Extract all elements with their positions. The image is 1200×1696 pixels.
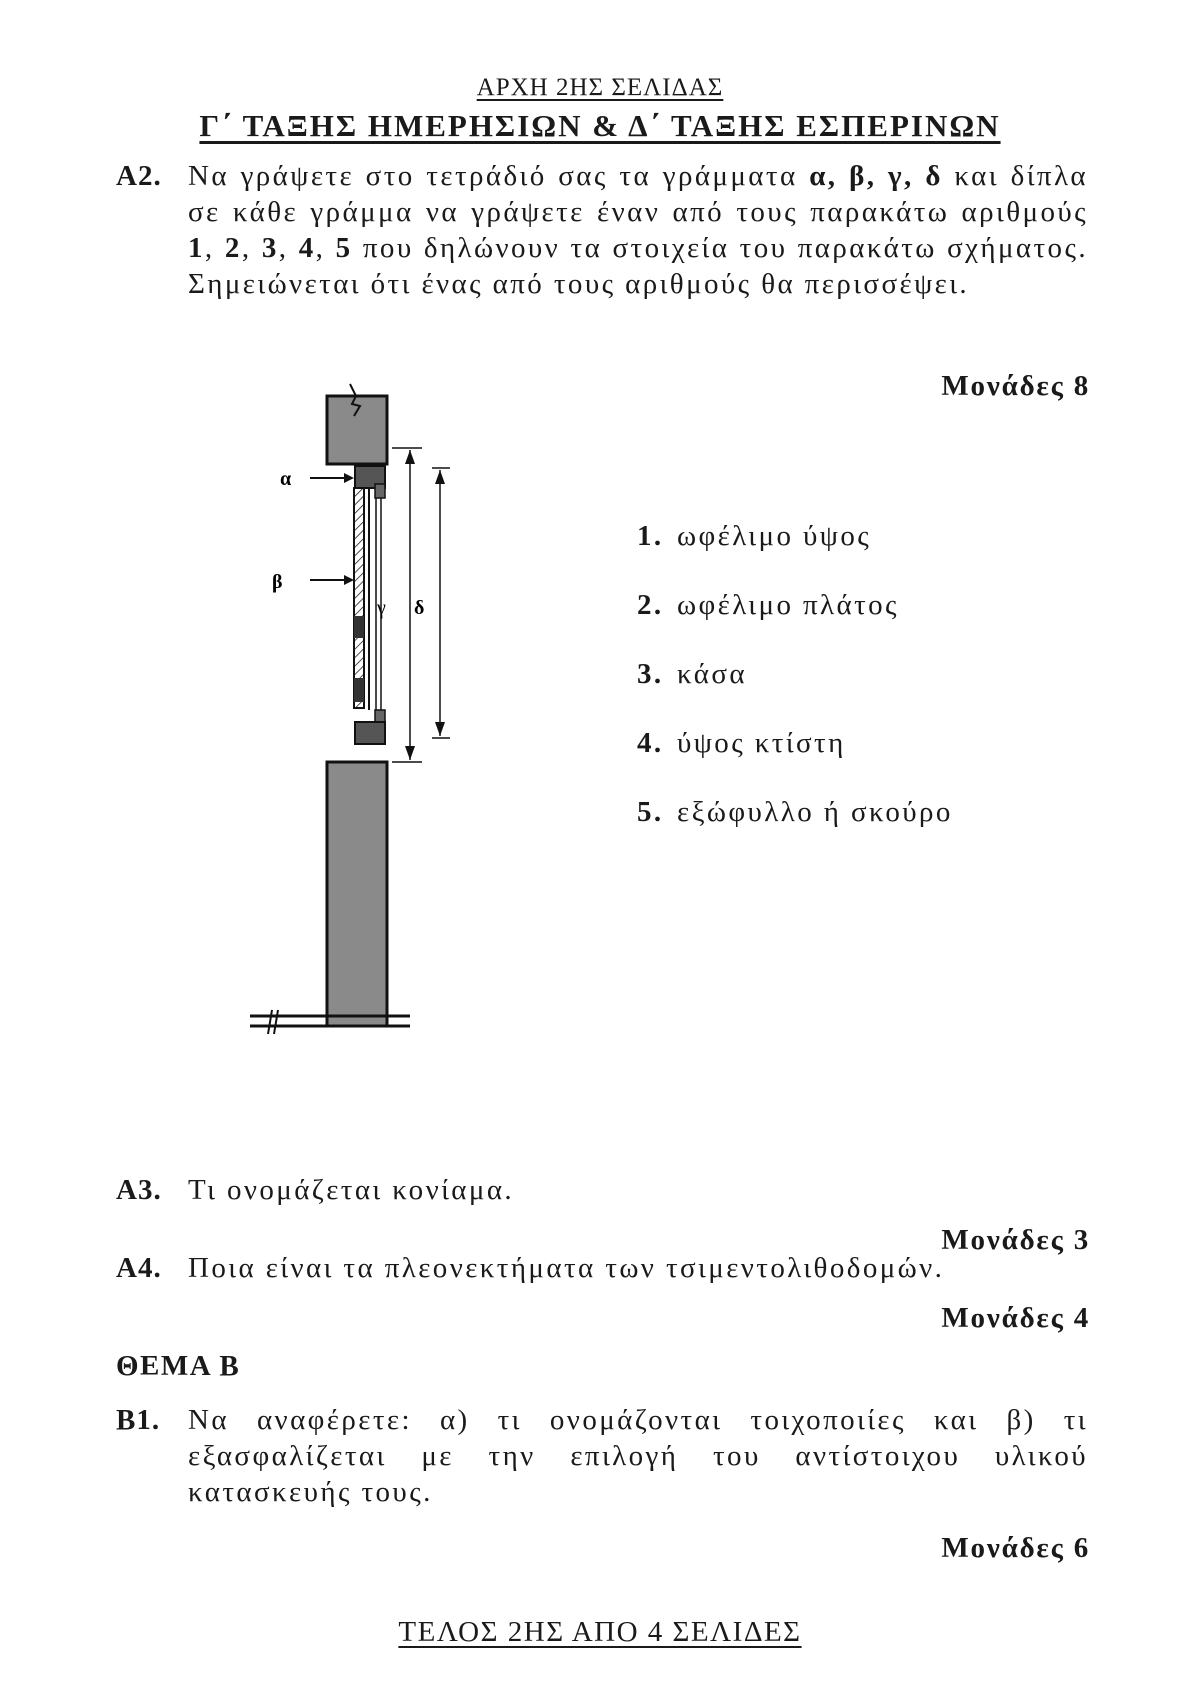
exam-class-title: Γ΄ ΤΑΞΗΣ ΗΜΕΡΗΣΙΩΝ & Δ΄ ΤΑΞΗΣ ΕΣΠΕΡΙΝΩΝ xyxy=(199,108,1001,143)
marks-a2: Μονάδες 8 xyxy=(941,370,1090,402)
page-footer: ΤΕΛΟΣ 2ΗΣ ΑΠΟ 4 ΣΕΛΙΔΕΣ xyxy=(398,1616,802,1648)
marks-a4: Μονάδες 4 xyxy=(941,1302,1090,1334)
question-number: Α3. xyxy=(116,1174,162,1206)
question-text: Να αναφέρετε: α) τι ονομάζονται τοιχοποιίες και β) τι εξασφαλίζεται με την επιλογή του αντίστοιχου υλικού κατασκευής τους. xyxy=(188,1404,1088,1508)
legend-item: 2. ωφέλιμο πλάτος xyxy=(637,589,899,621)
marks-a3: Μονάδες 3 xyxy=(941,1224,1090,1256)
legend-item: 5. εξώφυλλο ή σκούρο xyxy=(637,796,953,828)
question-a4 xyxy=(116,1250,1088,1286)
lower-wall xyxy=(327,762,387,1026)
dimension-d xyxy=(414,468,450,738)
svg-text:α: α xyxy=(280,468,292,490)
question-text: Να γράψετε στο τετράδιό σας τα γράμματα α, β, γ, δ και δίπλα σε κάθε γράμμα να γράψετε έναν από τους παρακάτω αριθμούς 1, 2, 3, 4, 5 που δηλώνουν τα στοιχεία του παρακάτω σχήματος. Σημειώνεται ότι ένας από τους αριθμούς θα περισσέψει. xyxy=(188,160,1088,300)
section-title-theme-b: ΘΕΜΑ Β xyxy=(116,1350,241,1382)
page-number-line: ΑΡΧΗ 2ΗΣ ΣΕΛΙΔΑΣ xyxy=(476,74,724,101)
marks-b1: Μονάδες 6 xyxy=(941,1532,1090,1564)
window-section-figure xyxy=(250,380,450,1140)
legend-item: 4. ύψος κτίστη xyxy=(637,727,846,759)
svg-text:γ: γ xyxy=(377,597,386,619)
frame-bottom xyxy=(355,722,385,744)
legend-list xyxy=(637,520,953,865)
question-text: Τι ονομάζεται κονίαμα. xyxy=(188,1174,515,1206)
question-number: Α4. xyxy=(116,1252,162,1284)
question-a2 xyxy=(116,158,1088,302)
legend-item: 3. κάσα xyxy=(637,658,747,690)
letters-list: α, β, γ, δ xyxy=(809,160,943,192)
svg-text:δ: δ xyxy=(414,597,425,619)
question-text: Ποια είναι τα πλεονεκτήματα των τσιμεντολιθοδομών. xyxy=(188,1252,945,1284)
pointer-a xyxy=(280,468,354,490)
question-a3 xyxy=(116,1172,1088,1208)
shutter-panel xyxy=(354,488,364,708)
question-number: Β1. xyxy=(116,1404,161,1436)
question-number: Α2. xyxy=(116,160,162,192)
svg-text:β: β xyxy=(272,571,283,593)
question-b1 xyxy=(116,1402,1088,1510)
pointer-b xyxy=(272,571,354,593)
legend-item: 1. ωφέλιμο ύψος xyxy=(637,520,872,552)
upper-wall xyxy=(327,384,387,464)
window-section-drawing xyxy=(250,380,450,1140)
page-header xyxy=(0,74,1200,144)
